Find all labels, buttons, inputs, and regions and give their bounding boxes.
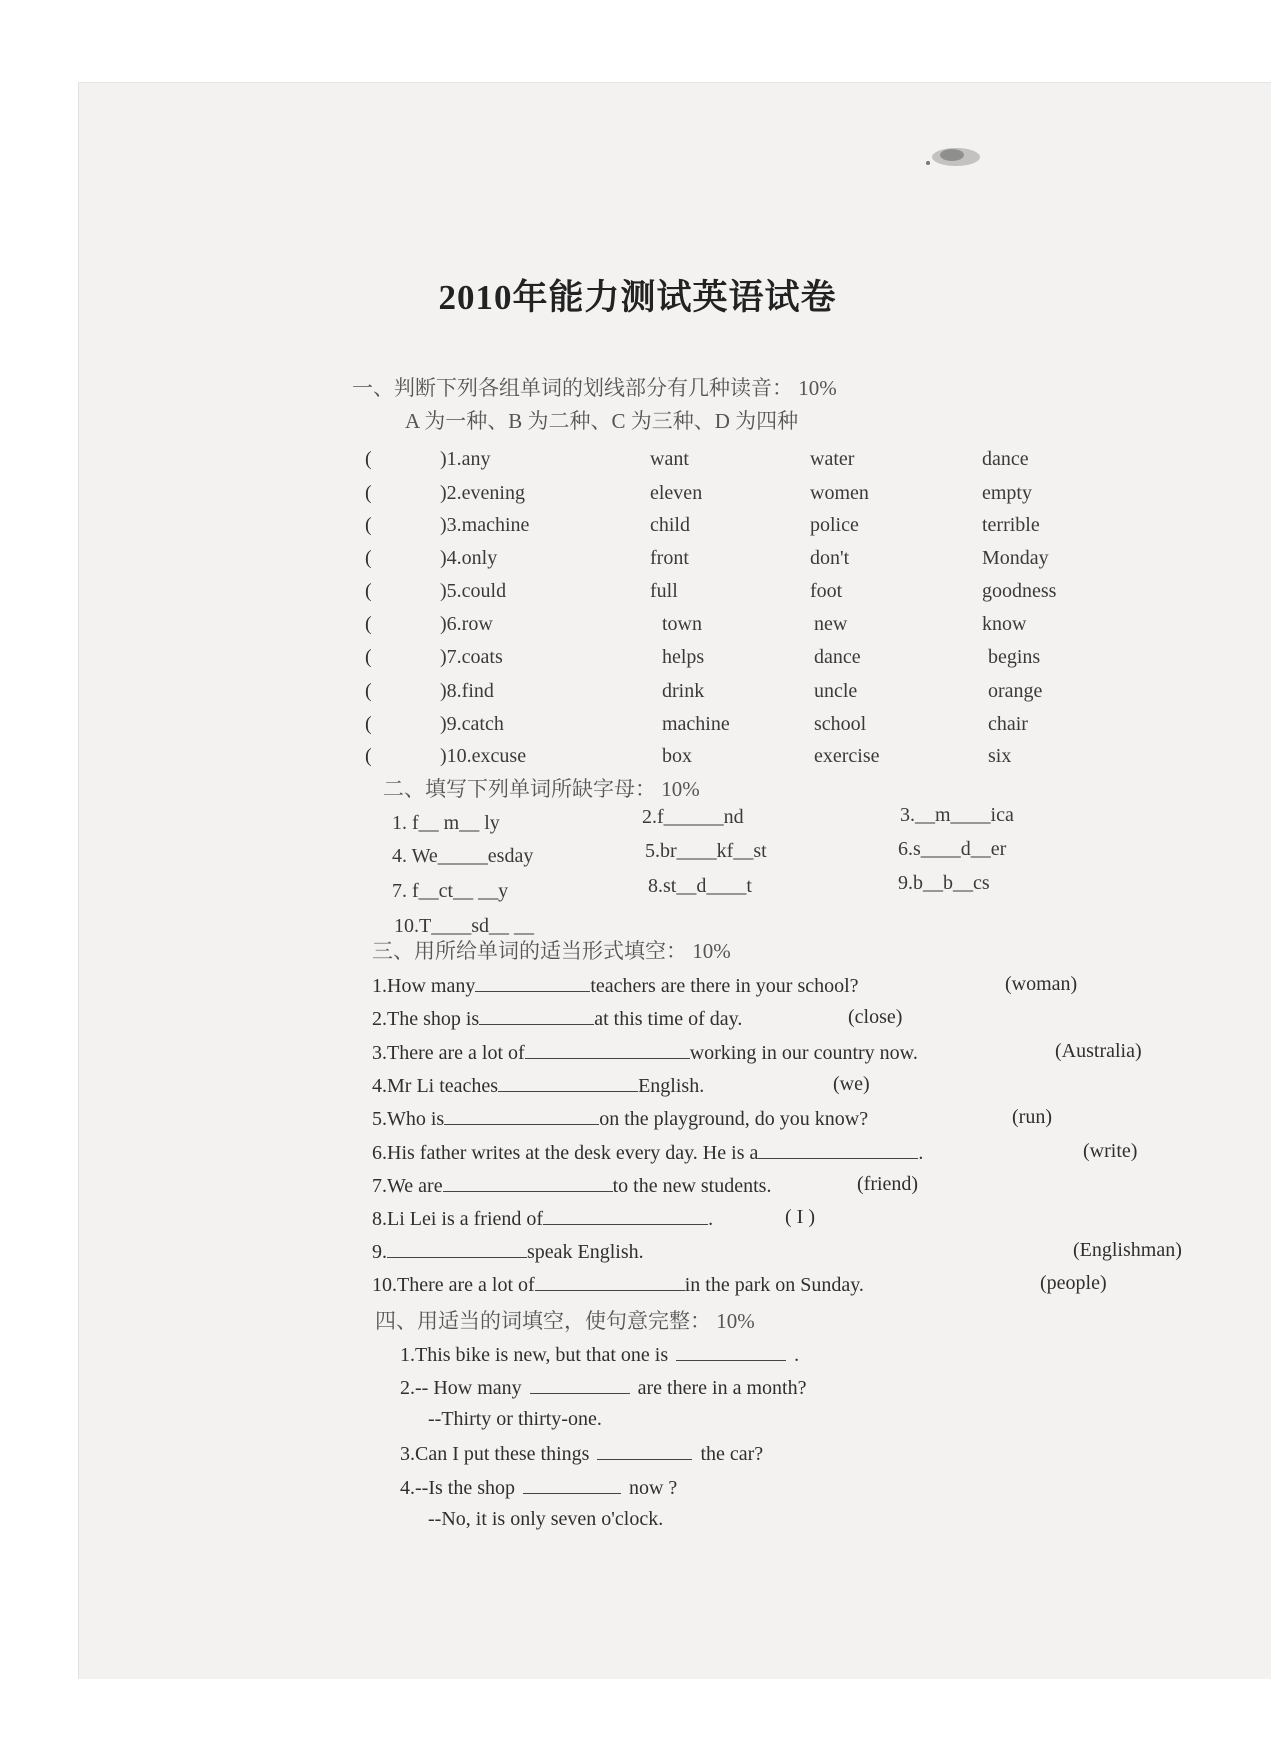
fill-word-line: [400, 1441, 763, 1466]
word-hint: (we): [833, 1073, 870, 1095]
option-word: school: [814, 713, 867, 735]
fill-word-line: [428, 1408, 602, 1431]
question-text: 4.Mr Li teaches: [372, 1075, 499, 1097]
exam-title: 2010年能力测试英语试卷: [438, 278, 837, 317]
option-word: women: [810, 482, 869, 504]
option-word: dance: [814, 646, 861, 668]
question-word: )4.only: [440, 547, 498, 569]
question-text: to the new students.: [612, 1175, 772, 1197]
question-text: 3.There are a lot of: [372, 1042, 525, 1064]
option-word: drink: [662, 680, 705, 702]
fill-word-line: [400, 1342, 799, 1367]
fill-word-line: [428, 1508, 663, 1531]
section2-header: 二、填写下列单词所缺字母： 10%: [383, 777, 700, 801]
question-text: at this time of day.: [594, 1008, 743, 1030]
fill-letters-item[interactable]: 9.b__b__cs: [898, 872, 990, 894]
word-hint: (people): [1040, 1272, 1107, 1294]
answer-blank[interactable]: [443, 1173, 613, 1192]
question-text: 4.--Is the shop: [400, 1477, 515, 1499]
question-text: --Thirty or thirty-one.: [428, 1408, 602, 1430]
fill-letters-item[interactable]: 1. f__ m__ ly: [392, 812, 500, 834]
fill-letters-item[interactable]: 5.br____kf__st: [645, 840, 767, 862]
answer-blank[interactable]: [475, 973, 590, 992]
question-text: in the park on Sunday.: [684, 1274, 864, 1296]
question-text: 10.There are a lot of: [372, 1274, 535, 1296]
question-word: )9.catch: [440, 713, 504, 735]
question-text: 8.Li Lei is a friend of: [372, 1208, 544, 1230]
question-text: 1.How many: [372, 975, 476, 997]
question-text: --No, it is only seven o'clock.: [428, 1508, 664, 1530]
option-word: uncle: [814, 680, 858, 702]
ink-smudge: [922, 143, 986, 173]
option-word: goodness: [982, 580, 1057, 602]
option-word: know: [982, 613, 1027, 635]
question-word: )6.row: [440, 613, 493, 635]
answer-blank[interactable]: [479, 1006, 594, 1025]
option-word: terrible: [982, 514, 1040, 536]
word-form-question: [372, 1073, 704, 1098]
answer-paren-open[interactable]: (: [365, 514, 372, 536]
option-word: Monday: [982, 547, 1049, 569]
question-text: teachers are there in your school?: [590, 975, 859, 997]
word-form-question: [372, 1272, 864, 1297]
question-text: 2.The shop is: [372, 1008, 480, 1030]
answer-blank[interactable]: [597, 1441, 692, 1460]
question-text: 9.: [372, 1241, 387, 1263]
answer-blank[interactable]: [525, 1040, 690, 1059]
question-text: now ?: [628, 1477, 678, 1499]
word-form-question: [372, 1006, 742, 1031]
section4-header: 四、用适当的词填空，使句意完整： 10%: [375, 1309, 755, 1333]
option-word: box: [662, 745, 692, 767]
answer-paren-open[interactable]: (: [365, 680, 372, 702]
fill-word-line: [400, 1475, 677, 1500]
fill-letters-item[interactable]: 7. f__ct__ __y: [392, 880, 509, 902]
option-word: front: [650, 547, 689, 569]
question-text: English.: [638, 1075, 705, 1097]
word-hint: (write): [1083, 1140, 1138, 1162]
answer-paren-open[interactable]: (: [365, 482, 372, 504]
word-form-question: [372, 1140, 923, 1165]
question-text: 5.Who is: [372, 1108, 445, 1130]
option-word: dance: [982, 448, 1029, 470]
question-word: )7.coats: [440, 646, 503, 668]
answer-blank[interactable]: [387, 1239, 527, 1258]
option-word: foot: [810, 580, 843, 602]
word-hint: (run): [1012, 1106, 1052, 1128]
option-word: six: [988, 745, 1012, 767]
option-word: empty: [982, 482, 1032, 504]
question-word: )3.machine: [440, 514, 530, 536]
question-text: 3.Can I put these things: [400, 1443, 590, 1465]
fill-letters-item[interactable]: 6.s____d__er: [898, 838, 1007, 860]
fill-letters-item[interactable]: 8.st__d____t: [648, 875, 752, 897]
question-word: )1.any: [440, 448, 491, 470]
option-word: town: [662, 613, 702, 635]
option-word: police: [810, 514, 859, 536]
question-text: 1.This bike is new, but that one is: [400, 1344, 669, 1366]
answer-paren-open[interactable]: (: [365, 580, 372, 602]
fill-letters-item[interactable]: 10.T____sd__ __: [394, 915, 534, 937]
answer-blank[interactable]: [535, 1272, 685, 1291]
answer-paren-open[interactable]: (: [365, 547, 372, 569]
question-text: 2.-- How many: [400, 1377, 522, 1399]
word-hint: (friend): [857, 1173, 919, 1195]
word-hint: (Australia): [1055, 1040, 1142, 1062]
question-text: are there in a month?: [637, 1377, 807, 1399]
answer-blank[interactable]: [543, 1206, 708, 1225]
option-word: new: [814, 613, 848, 635]
question-word: )8.find: [440, 680, 494, 702]
word-form-question: [372, 1173, 771, 1198]
word-form-question: [372, 973, 859, 998]
option-word: don't: [810, 547, 850, 569]
question-text: .: [918, 1142, 924, 1164]
question-text: the car?: [700, 1443, 764, 1465]
section1-header: 一、判断下列各组单词的划线部分有几种读音： 10%: [352, 376, 837, 400]
question-text: speak English.: [527, 1241, 644, 1263]
option-word: full: [650, 580, 678, 602]
question-word: )2.evening: [440, 482, 525, 504]
question-word: )5.could: [440, 580, 507, 602]
word-hint: (close): [848, 1006, 903, 1028]
answer-paren-open[interactable]: (: [365, 646, 372, 668]
answer-blank[interactable]: [530, 1375, 630, 1394]
word-hint: (Englishman): [1073, 1239, 1182, 1261]
answer-blank[interactable]: [758, 1140, 918, 1159]
question-text: .: [708, 1208, 714, 1230]
word-form-question: [372, 1239, 644, 1264]
option-word: chair: [988, 713, 1028, 735]
fill-letters-item[interactable]: 4. We_____esday: [392, 845, 534, 867]
word-form-question: [372, 1106, 868, 1131]
fill-letters-item[interactable]: 3.__m____ica: [900, 804, 1014, 826]
word-hint: (woman): [1005, 973, 1078, 995]
option-word: eleven: [650, 482, 703, 504]
answer-blank[interactable]: [676, 1342, 786, 1361]
option-word: exercise: [814, 745, 880, 767]
question-text: on the playground, do you know?: [599, 1108, 869, 1130]
word-hint: ( I ): [785, 1206, 815, 1228]
option-word: water: [810, 448, 855, 470]
option-word: helps: [662, 646, 705, 668]
section1-subheader: A 为一种、B 为二种、C 为三种、D 为四种: [405, 409, 799, 433]
word-form-question: [372, 1040, 918, 1065]
section3-header: 三、用所给单词的适当形式填空： 10%: [372, 939, 731, 963]
question-text: .: [794, 1344, 800, 1366]
option-word: want: [650, 448, 689, 470]
answer-blank[interactable]: [498, 1073, 638, 1092]
answer-paren-open[interactable]: (: [365, 448, 372, 470]
fill-word-line: [400, 1375, 806, 1400]
answer-blank[interactable]: [523, 1475, 621, 1494]
word-form-question: [372, 1206, 713, 1231]
answer-blank[interactable]: [444, 1106, 599, 1125]
question-word: )10.excuse: [440, 745, 527, 767]
answer-paren-open[interactable]: (: [365, 713, 372, 735]
fill-letters-item[interactable]: 2.f______nd: [642, 806, 744, 828]
option-word: child: [650, 514, 690, 536]
answer-paren-open[interactable]: (: [365, 745, 372, 767]
question-text: 6.His father writes at the desk every day. He is a: [372, 1142, 759, 1164]
question-text: working in our country now.: [689, 1042, 918, 1064]
question-text: 7.We are: [372, 1175, 443, 1197]
option-word: machine: [662, 713, 730, 735]
option-word: begins: [988, 646, 1041, 668]
answer-paren-open[interactable]: (: [365, 613, 372, 635]
option-word: orange: [988, 680, 1043, 702]
